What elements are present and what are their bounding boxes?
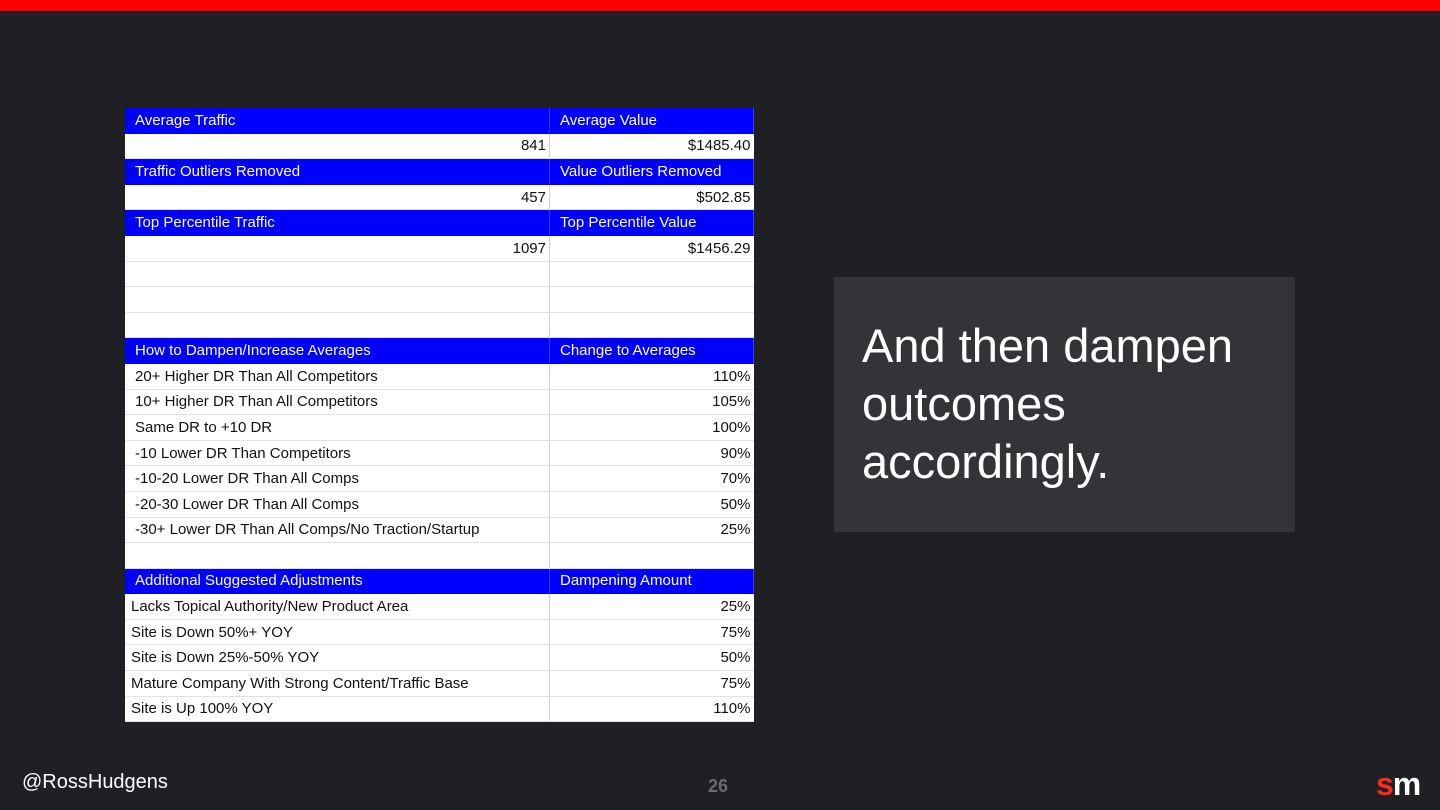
table-cell: 75% [550,671,754,697]
top-accent-bar [0,0,1440,11]
table-cell: Site is Down 25%-50% YOY [125,645,550,671]
brand-logo [1376,766,1420,803]
table-cell: 100% [550,415,754,441]
page-number: 26 [708,776,729,796]
table-row [125,235,754,261]
header-cell: Additional Suggested Adjustments [125,568,550,594]
callout-text: And then dampen outcomes accordingly. [862,319,1234,488]
table-row [125,619,754,645]
table-row [125,133,754,159]
header-cell: Traffic Outliers Removed [125,159,550,185]
table-row [125,645,754,671]
header-row [125,338,754,364]
table-cell: $1456.29 [550,235,754,261]
table-cell: Lacks Topical Authority/New Product Area [125,594,550,620]
table-cell: Site is Down 50%+ YOY [125,619,550,645]
table-cell [125,543,550,569]
table-cell [125,287,550,313]
spreadsheet-table [125,108,754,722]
table-cell: -20-30 Lower DR Than All Comps [125,491,550,517]
table-row [125,671,754,697]
table-cell: 50% [550,491,754,517]
table-row [125,543,754,569]
table-cell: 841 [125,133,550,159]
table-row [125,389,754,415]
table-cell [550,287,754,313]
table-row [125,466,754,492]
header-row [125,210,754,236]
table-row [125,594,754,620]
table-cell: 1097 [125,235,550,261]
table-cell: 20+ Higher DR Than All Competitors [125,363,550,389]
table-row [125,184,754,210]
header-row [125,159,754,185]
logo-letter-s: s [1376,766,1393,802]
header-cell: Value Outliers Removed [550,159,754,185]
table-cell: 50% [550,645,754,671]
table-row [125,287,754,313]
table-row [125,696,754,722]
header-row [125,108,754,133]
twitter-handle: @RossHudgens [22,771,168,793]
header-row [125,568,754,594]
header-cell: Average Value [550,108,754,133]
table-cell: Site is Up 100% YOY [125,696,550,722]
callout-box [834,277,1295,532]
table-cell [550,312,754,338]
table-row [125,312,754,338]
table-cell: 457 [125,184,550,210]
table-row [125,440,754,466]
header-cell: How to Dampen/Increase Averages [125,338,550,364]
table-cell [125,312,550,338]
header-cell: Dampening Amount [550,568,754,594]
table-cell: 25% [550,594,754,620]
table-cell: Same DR to +10 DR [125,415,550,441]
table-cell: 75% [550,619,754,645]
table-cell [550,543,754,569]
table-cell: 10+ Higher DR Than All Competitors [125,389,550,415]
table-cell: -10 Lower DR Than Competitors [125,440,550,466]
table-row [125,415,754,441]
table-cell: 110% [550,363,754,389]
header-cell: Change to Averages [550,338,754,364]
header-cell: Top Percentile Value [550,210,754,236]
table-cell: -10-20 Lower DR Than All Comps [125,466,550,492]
table-cell: $502.85 [550,184,754,210]
table-cell: $1485.40 [550,133,754,159]
logo-letter-m: m [1392,766,1421,802]
table-cell: -30+ Lower DR Than All Comps/No Traction/Startup [125,517,550,543]
header-cell: Average Traffic [125,108,550,133]
table-cell: 110% [550,696,754,722]
table-cell [125,261,550,287]
header-cell: Top Percentile Traffic [125,210,550,236]
table-row [125,491,754,517]
table-row [125,517,754,543]
table-cell: 25% [550,517,754,543]
table-cell: 105% [550,389,754,415]
table-cell: 70% [550,466,754,492]
table-cell: Mature Company With Strong Content/Traffic Base [125,671,550,697]
table-cell [550,261,754,287]
table-row [125,261,754,287]
table-row [125,363,754,389]
table-cell: 90% [550,440,754,466]
